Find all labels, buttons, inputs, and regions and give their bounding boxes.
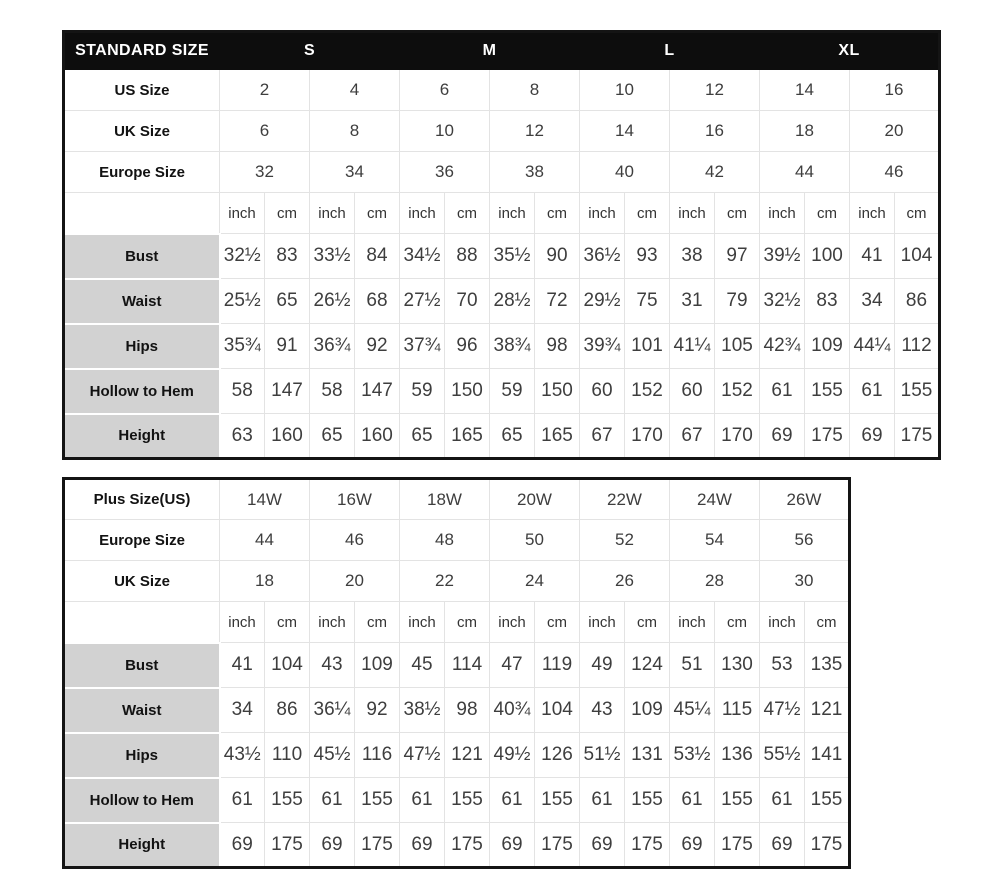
measure-value-cell: 61: [580, 778, 625, 823]
measure-value-cell: 60: [580, 369, 625, 414]
measure-value-cell: 104: [895, 234, 940, 279]
size-value-cell: 54: [670, 520, 760, 561]
size-value-cell: 16: [670, 111, 760, 152]
measure-value-cell: 72: [535, 279, 580, 324]
size-value-cell: 8: [490, 70, 580, 111]
row-label: US Size: [64, 70, 220, 111]
row-label: UK Size: [64, 111, 220, 152]
unit-label: inch: [220, 602, 265, 643]
unit-label: inch: [580, 602, 625, 643]
table-row: [64, 733, 850, 778]
measure-value-cell: 175: [625, 823, 670, 868]
size-value-cell: 36: [400, 152, 490, 193]
table-row: [64, 778, 850, 823]
measure-value-cell: 175: [265, 823, 310, 868]
measure-value-cell: 115: [715, 688, 760, 733]
measure-value-cell: 61: [310, 778, 355, 823]
measure-value-cell: 60: [670, 369, 715, 414]
size-value-cell: 46: [850, 152, 940, 193]
measure-value-cell: 155: [625, 778, 670, 823]
measure-value-cell: 131: [625, 733, 670, 778]
measure-value-cell: 39½: [760, 234, 805, 279]
measure-value-cell: 90: [535, 234, 580, 279]
table-row: [64, 324, 940, 369]
row-label: Waist: [64, 688, 220, 733]
measure-value-cell: 150: [535, 369, 580, 414]
unit-label: inch: [850, 193, 895, 234]
size-value-cell: 56: [760, 520, 850, 561]
measure-value-cell: 37¾: [400, 324, 445, 369]
unit-label: cm: [265, 602, 310, 643]
measure-value-cell: 63: [220, 414, 265, 459]
unit-label: cm: [445, 193, 490, 234]
measure-value-cell: 109: [355, 643, 400, 688]
measure-value-cell: 38: [670, 234, 715, 279]
measure-value-cell: 43½: [220, 733, 265, 778]
measure-value-cell: 35½: [490, 234, 535, 279]
measure-value-cell: 83: [265, 234, 310, 279]
unit-label: inch: [670, 602, 715, 643]
measure-value-cell: 61: [760, 369, 805, 414]
size-value-cell: 18W: [400, 479, 490, 520]
size-group-header: L: [580, 32, 760, 70]
size-value-cell: 52: [580, 520, 670, 561]
measure-value-cell: 25½: [220, 279, 265, 324]
measure-value-cell: 175: [715, 823, 760, 868]
measure-value-cell: 155: [895, 369, 940, 414]
unit-row-spacer: [64, 602, 220, 643]
measure-value-cell: 41¼: [670, 324, 715, 369]
measure-value-cell: 160: [355, 414, 400, 459]
measure-value-cell: 53½: [670, 733, 715, 778]
measure-value-cell: 65: [265, 279, 310, 324]
measure-value-cell: 104: [265, 643, 310, 688]
measure-value-cell: 155: [715, 778, 760, 823]
unit-row-spacer: [64, 193, 220, 234]
measure-value-cell: 29½: [580, 279, 625, 324]
measure-value-cell: 67: [670, 414, 715, 459]
table-row: [64, 688, 850, 733]
measure-value-cell: 31: [670, 279, 715, 324]
measure-value-cell: 53: [760, 643, 805, 688]
row-label: Height: [64, 414, 220, 459]
measure-value-cell: 86: [265, 688, 310, 733]
measure-value-cell: 36½: [580, 234, 625, 279]
measure-value-cell: 41: [220, 643, 265, 688]
table-row: [64, 234, 940, 279]
measure-value-cell: 104: [535, 688, 580, 733]
size-group-header: M: [400, 32, 580, 70]
size-value-cell: 20: [850, 111, 940, 152]
measure-value-cell: 88: [445, 234, 490, 279]
measure-value-cell: 61: [760, 778, 805, 823]
measure-value-cell: 121: [445, 733, 490, 778]
measure-value-cell: 32½: [220, 234, 265, 279]
measure-value-cell: 135: [805, 643, 850, 688]
measure-value-cell: 155: [445, 778, 490, 823]
table-row: [64, 602, 850, 643]
size-value-cell: 4: [310, 70, 400, 111]
measure-value-cell: 59: [400, 369, 445, 414]
measure-value-cell: 39¾: [580, 324, 625, 369]
measure-value-cell: 36¼: [310, 688, 355, 733]
measure-value-cell: 28½: [490, 279, 535, 324]
unit-label: cm: [625, 193, 670, 234]
measure-value-cell: 33½: [310, 234, 355, 279]
measure-value-cell: 69: [760, 823, 805, 868]
measure-value-cell: 61: [850, 369, 895, 414]
row-label: Europe Size: [64, 520, 220, 561]
unit-label: cm: [445, 602, 490, 643]
unit-label: inch: [580, 193, 625, 234]
measure-value-cell: 43: [580, 688, 625, 733]
measure-value-cell: 165: [445, 414, 490, 459]
unit-label: inch: [490, 193, 535, 234]
measure-value-cell: 38¾: [490, 324, 535, 369]
unit-label: inch: [760, 602, 805, 643]
measure-value-cell: 98: [535, 324, 580, 369]
unit-label: cm: [895, 193, 940, 234]
measure-value-cell: 45: [400, 643, 445, 688]
measure-value-cell: 126: [535, 733, 580, 778]
table-row: [64, 111, 940, 152]
measure-value-cell: 69: [580, 823, 625, 868]
unit-label: cm: [265, 193, 310, 234]
unit-label: cm: [715, 602, 760, 643]
measure-value-cell: 47: [490, 643, 535, 688]
measure-value-cell: 69: [220, 823, 265, 868]
size-value-cell: 28: [670, 561, 760, 602]
measure-value-cell: 32½: [760, 279, 805, 324]
size-value-cell: 44: [220, 520, 310, 561]
unit-label: inch: [310, 193, 355, 234]
measure-value-cell: 59: [490, 369, 535, 414]
row-label: Europe Size: [64, 152, 220, 193]
measure-value-cell: 175: [445, 823, 490, 868]
measure-value-cell: 165: [535, 414, 580, 459]
measure-value-cell: 35¾: [220, 324, 265, 369]
row-label: Plus Size(US): [64, 479, 220, 520]
size-value-cell: 40: [580, 152, 670, 193]
row-label: Hips: [64, 324, 220, 369]
table-title: STANDARD SIZE: [64, 32, 220, 70]
measure-value-cell: 121: [805, 688, 850, 733]
measure-value-cell: 45¼: [670, 688, 715, 733]
measure-value-cell: 98: [445, 688, 490, 733]
size-value-cell: 32: [220, 152, 310, 193]
row-label: UK Size: [64, 561, 220, 602]
unit-label: inch: [220, 193, 265, 234]
measure-value-cell: 152: [625, 369, 670, 414]
size-value-cell: 26: [580, 561, 670, 602]
measure-value-cell: 109: [805, 324, 850, 369]
measure-value-cell: 79: [715, 279, 760, 324]
measure-value-cell: 58: [220, 369, 265, 414]
measure-value-cell: 155: [355, 778, 400, 823]
row-label: Hollow to Hem: [64, 778, 220, 823]
unit-label: cm: [355, 193, 400, 234]
size-value-cell: 46: [310, 520, 400, 561]
measure-value-cell: 91: [265, 324, 310, 369]
size-value-cell: 14: [760, 70, 850, 111]
measure-value-cell: 51½: [580, 733, 625, 778]
unit-label: inch: [490, 602, 535, 643]
size-value-cell: 48: [400, 520, 490, 561]
measure-value-cell: 69: [670, 823, 715, 868]
size-value-cell: 18: [220, 561, 310, 602]
measure-value-cell: 175: [355, 823, 400, 868]
measure-value-cell: 47½: [400, 733, 445, 778]
measure-value-cell: 86: [895, 279, 940, 324]
measure-value-cell: 42¾: [760, 324, 805, 369]
row-label: Height: [64, 823, 220, 868]
unit-label: inch: [400, 602, 445, 643]
measure-value-cell: 152: [715, 369, 760, 414]
measure-value-cell: 49: [580, 643, 625, 688]
measure-value-cell: 147: [355, 369, 400, 414]
measure-value-cell: 75: [625, 279, 670, 324]
size-value-cell: 8: [310, 111, 400, 152]
measure-value-cell: 51: [670, 643, 715, 688]
measure-value-cell: 34: [220, 688, 265, 733]
size-value-cell: 44: [760, 152, 850, 193]
measure-value-cell: 110: [265, 733, 310, 778]
measure-value-cell: 41: [850, 234, 895, 279]
table-row: [64, 152, 940, 193]
size-group-header: S: [220, 32, 400, 70]
measure-value-cell: 147: [265, 369, 310, 414]
measure-value-cell: 47½: [760, 688, 805, 733]
table-row: [64, 643, 850, 688]
measure-value-cell: 141: [805, 733, 850, 778]
measure-value-cell: 34: [850, 279, 895, 324]
size-value-cell: 22: [400, 561, 490, 602]
table-row: [64, 561, 850, 602]
measure-value-cell: 49½: [490, 733, 535, 778]
measure-value-cell: 83: [805, 279, 850, 324]
size-value-cell: 16: [850, 70, 940, 111]
size-value-cell: 24: [490, 561, 580, 602]
measure-value-cell: 112: [895, 324, 940, 369]
row-label: Bust: [64, 643, 220, 688]
plus-size-table: [62, 477, 851, 869]
measure-value-cell: 68: [355, 279, 400, 324]
size-value-cell: 16W: [310, 479, 400, 520]
size-value-cell: 12: [490, 111, 580, 152]
measure-value-cell: 116: [355, 733, 400, 778]
unit-label: cm: [715, 193, 760, 234]
measure-value-cell: 65: [490, 414, 535, 459]
table-row: [64, 823, 850, 868]
measure-value-cell: 93: [625, 234, 670, 279]
size-value-cell: 38: [490, 152, 580, 193]
measure-value-cell: 45½: [310, 733, 355, 778]
size-value-cell: 2: [220, 70, 310, 111]
measure-value-cell: 61: [400, 778, 445, 823]
unit-label: inch: [760, 193, 805, 234]
measure-value-cell: 27½: [400, 279, 445, 324]
size-value-cell: 10: [580, 70, 670, 111]
unit-label: inch: [670, 193, 715, 234]
size-value-cell: 18: [760, 111, 850, 152]
size-value-cell: 14: [580, 111, 670, 152]
table-row: [64, 479, 850, 520]
measure-value-cell: 65: [400, 414, 445, 459]
size-value-cell: 24W: [670, 479, 760, 520]
size-group-header: XL: [760, 32, 940, 70]
unit-label: cm: [535, 193, 580, 234]
measure-value-cell: 119: [535, 643, 580, 688]
measure-value-cell: 69: [400, 823, 445, 868]
measure-value-cell: 105: [715, 324, 760, 369]
measure-value-cell: 92: [355, 324, 400, 369]
measure-value-cell: 55½: [760, 733, 805, 778]
measure-value-cell: 170: [625, 414, 670, 459]
table-row: [64, 414, 940, 459]
row-label: Waist: [64, 279, 220, 324]
measure-value-cell: 124: [625, 643, 670, 688]
measure-value-cell: 69: [850, 414, 895, 459]
unit-label: cm: [355, 602, 400, 643]
measure-value-cell: 170: [715, 414, 760, 459]
size-value-cell: 50: [490, 520, 580, 561]
unit-label: cm: [805, 193, 850, 234]
measure-value-cell: 67: [580, 414, 625, 459]
size-value-cell: 20: [310, 561, 400, 602]
measure-value-cell: 155: [535, 778, 580, 823]
size-value-cell: 30: [760, 561, 850, 602]
measure-value-cell: 92: [355, 688, 400, 733]
measure-value-cell: 136: [715, 733, 760, 778]
unit-label: cm: [535, 602, 580, 643]
size-value-cell: 42: [670, 152, 760, 193]
table-row: [64, 520, 850, 561]
row-label: Bust: [64, 234, 220, 279]
measure-value-cell: 61: [490, 778, 535, 823]
measure-value-cell: 101: [625, 324, 670, 369]
measure-value-cell: 36¾: [310, 324, 355, 369]
size-value-cell: 34: [310, 152, 400, 193]
size-value-cell: 20W: [490, 479, 580, 520]
size-value-cell: 6: [400, 70, 490, 111]
measure-value-cell: 38½: [400, 688, 445, 733]
size-value-cell: 26W: [760, 479, 850, 520]
measure-value-cell: 40¾: [490, 688, 535, 733]
row-label: Hips: [64, 733, 220, 778]
size-value-cell: 22W: [580, 479, 670, 520]
measure-value-cell: 155: [805, 778, 850, 823]
measure-value-cell: 43: [310, 643, 355, 688]
measure-value-cell: 34½: [400, 234, 445, 279]
measure-value-cell: 160: [265, 414, 310, 459]
measure-value-cell: 65: [310, 414, 355, 459]
unit-label: cm: [805, 602, 850, 643]
unit-label: cm: [625, 602, 670, 643]
size-value-cell: 12: [670, 70, 760, 111]
table-row: [64, 279, 940, 324]
table-row: [64, 369, 940, 414]
measure-value-cell: 61: [670, 778, 715, 823]
unit-label: inch: [400, 193, 445, 234]
measure-value-cell: 175: [895, 414, 940, 459]
measure-value-cell: 61: [220, 778, 265, 823]
table-row: [64, 193, 940, 234]
size-value-cell: 10: [400, 111, 490, 152]
standard-size-table: [62, 30, 941, 460]
size-value-cell: 6: [220, 111, 310, 152]
measure-value-cell: 69: [490, 823, 535, 868]
measure-value-cell: 58: [310, 369, 355, 414]
measure-value-cell: 84: [355, 234, 400, 279]
measure-value-cell: 97: [715, 234, 760, 279]
measure-value-cell: 26½: [310, 279, 355, 324]
measure-value-cell: 100: [805, 234, 850, 279]
measure-value-cell: 69: [760, 414, 805, 459]
measure-value-cell: 70: [445, 279, 490, 324]
measure-value-cell: 175: [535, 823, 580, 868]
size-value-cell: 14W: [220, 479, 310, 520]
unit-label: inch: [310, 602, 355, 643]
measure-value-cell: 150: [445, 369, 490, 414]
measure-value-cell: 69: [310, 823, 355, 868]
row-label: Hollow to Hem: [64, 369, 220, 414]
measure-value-cell: 175: [805, 823, 850, 868]
measure-value-cell: 109: [625, 688, 670, 733]
measure-value-cell: 175: [805, 414, 850, 459]
measure-value-cell: 130: [715, 643, 760, 688]
measure-value-cell: 96: [445, 324, 490, 369]
measure-value-cell: 114: [445, 643, 490, 688]
table-row: [64, 70, 940, 111]
measure-value-cell: 44¼: [850, 324, 895, 369]
measure-value-cell: 155: [805, 369, 850, 414]
measure-value-cell: 155: [265, 778, 310, 823]
